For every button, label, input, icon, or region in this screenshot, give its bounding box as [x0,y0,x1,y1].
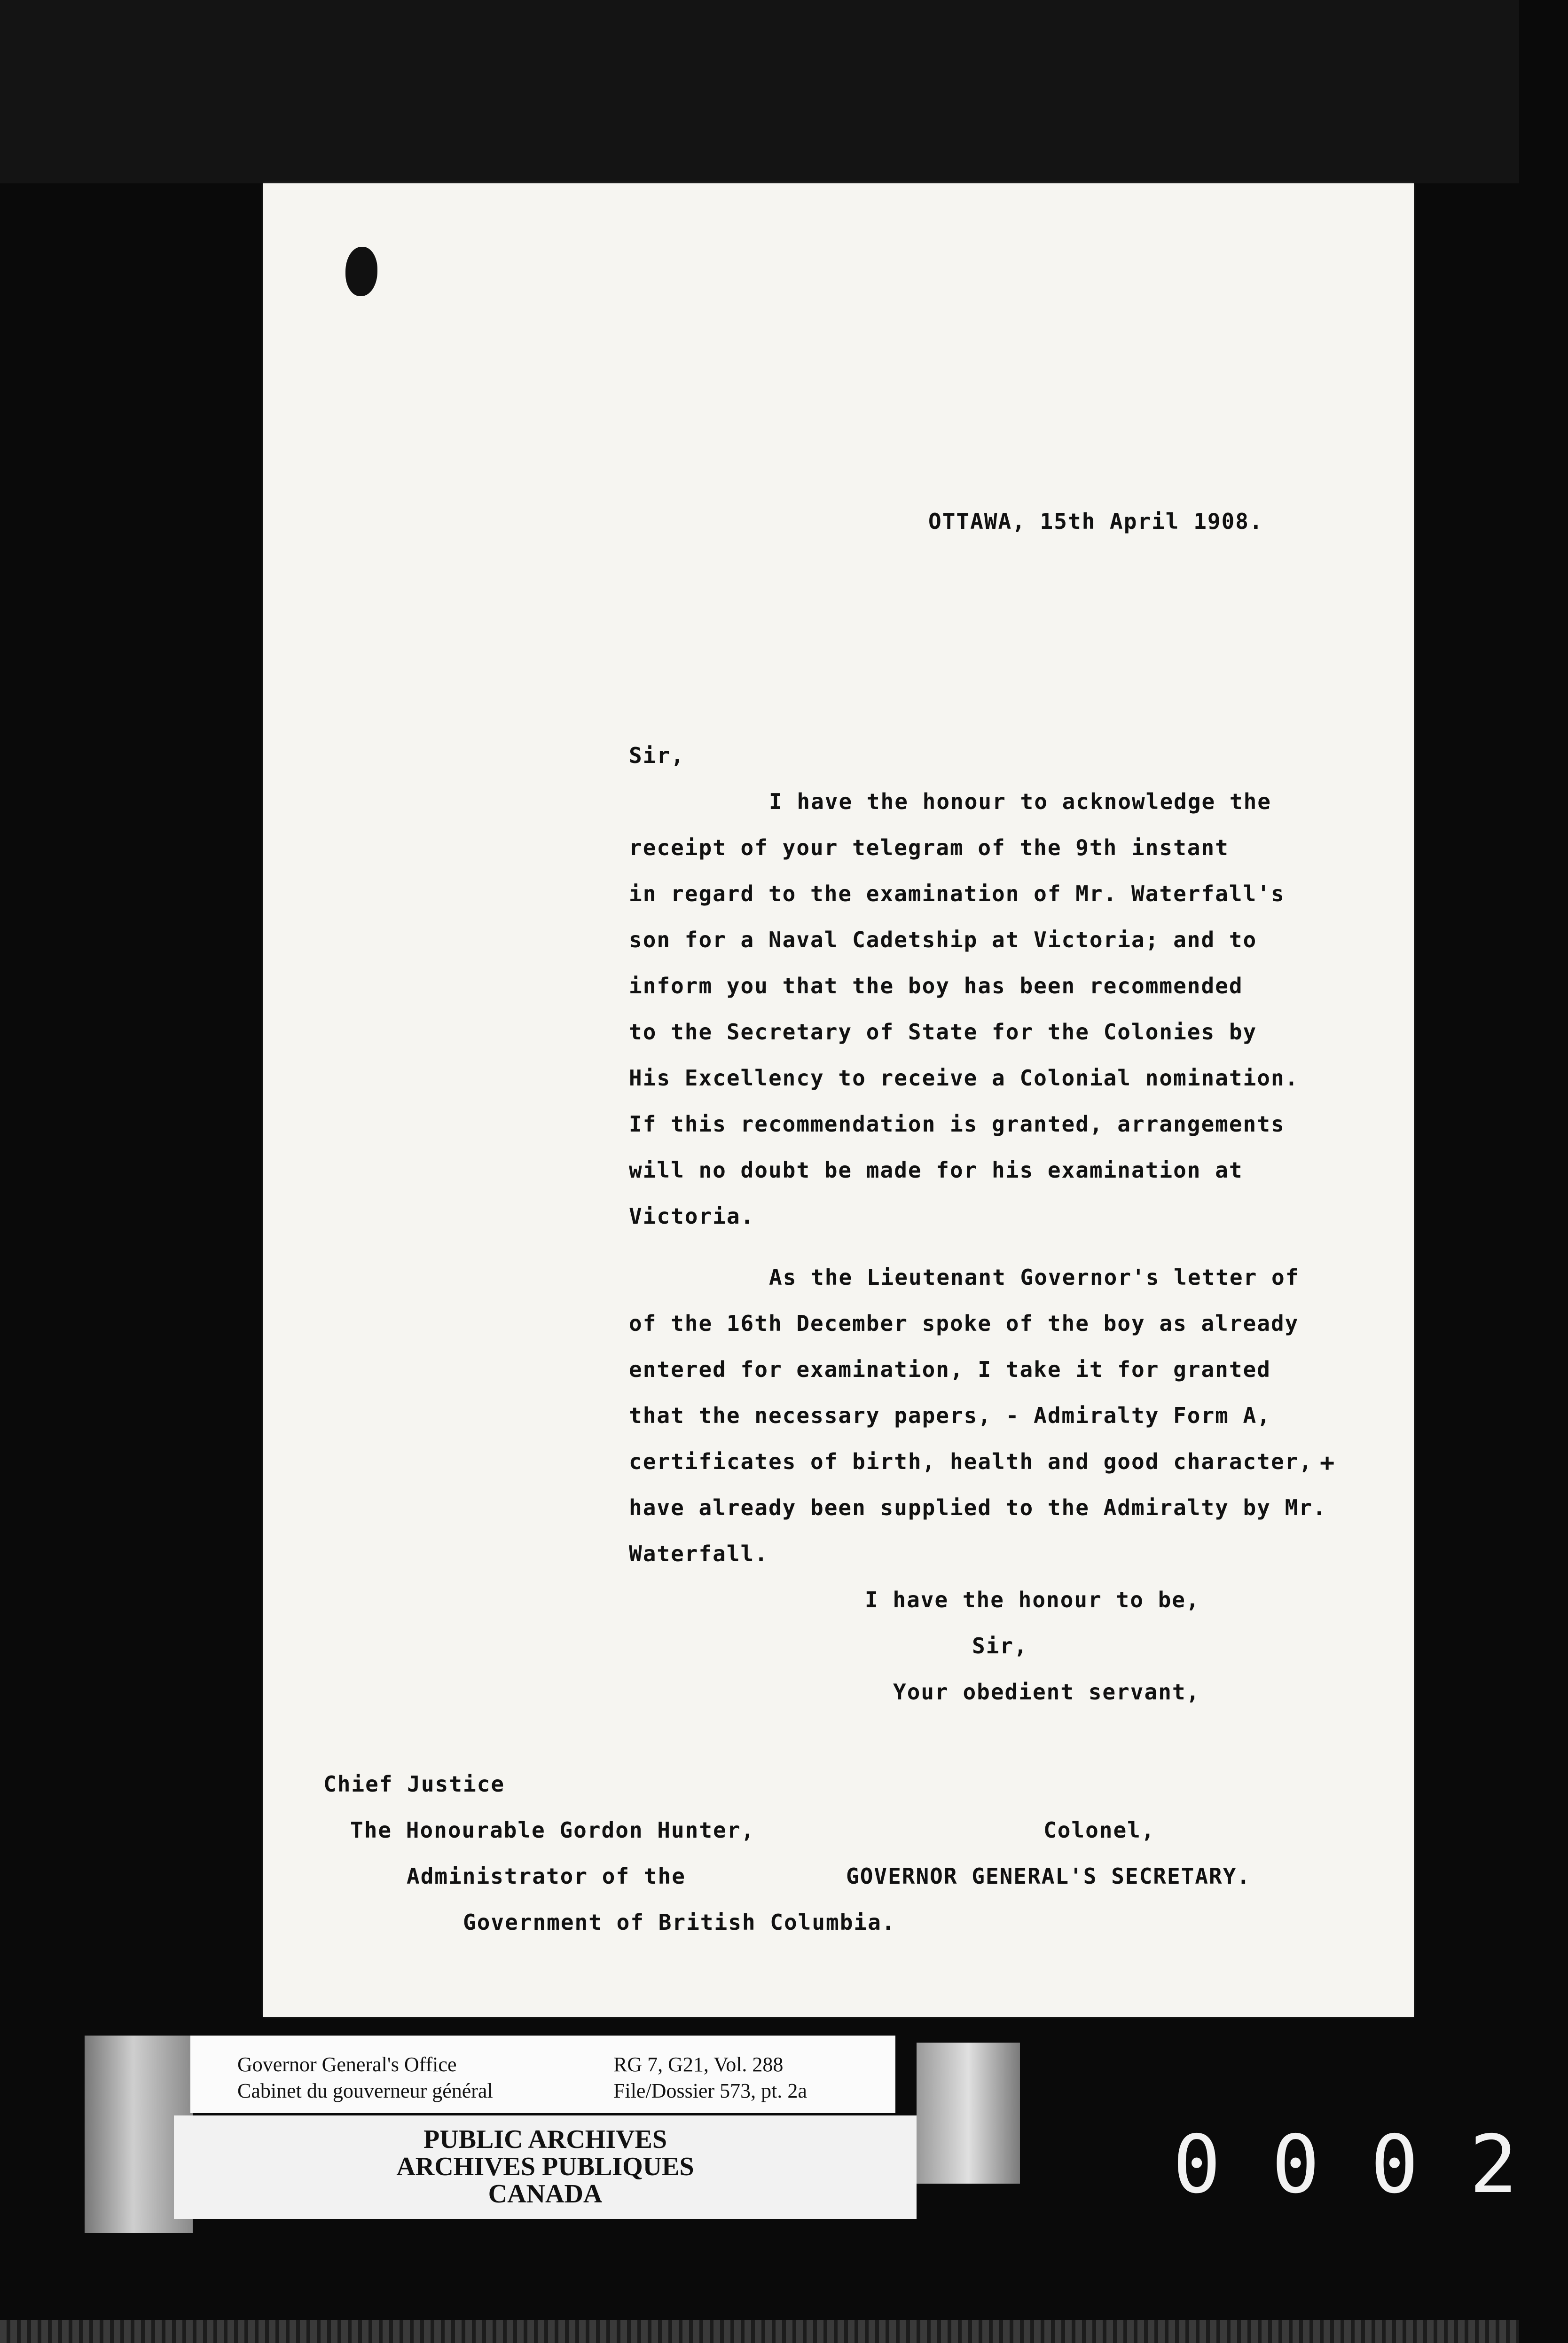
body-line: If this recommendation is granted, arrangements [629,1111,1285,1137]
addressee-line: Administrator of the [407,1863,686,1889]
body-line: will no doubt be made for his examination at [629,1157,1243,1183]
film-sprocket-edge [0,2320,1519,2343]
office-english: Governor General's Office [237,2053,457,2076]
body-line: that the necessary papers, - Admiralty Form A, [629,1403,1271,1428]
salutation: Sir, [629,743,685,768]
closing-line: Your obedient servant, [893,1679,1200,1705]
dateline: OTTAWA, 15th April 1908. [928,509,1263,534]
stamp-line: CANADA [488,2179,603,2209]
closing-line: Sir, [972,1633,1028,1659]
body-line: I have the honour to acknowledge the [769,789,1271,814]
signature-rank: Colonel, [1043,1817,1155,1843]
stamp-line: ARCHIVES PUBLIQUES [396,2152,694,2181]
signature-title: GOVERNOR GENERAL'S SECRETARY. [846,1863,1251,1889]
archive-reference-label [190,2036,895,2113]
film-leader-strip [917,2043,1020,2184]
addressee-line: Chief Justice [323,1771,505,1797]
punch-hole [345,247,377,296]
record-group: RG 7, G21, Vol. 288 [613,2053,784,2076]
body-line: receipt of your telegram of the 9th instant [629,835,1229,860]
addressee-line: The Honourable Gordon Hunter, [350,1817,755,1843]
stamp-line: PUBLIC ARCHIVES [423,2125,667,2154]
file-dossier: File/Dossier 573, pt. 2a [613,2079,807,2102]
body-line: of the 16th December spoke of the boy as already [629,1311,1299,1336]
archives-stamp [174,2115,917,2219]
body-line: inform you that the boy has been recommended [629,973,1243,999]
body-line: in regard to the examination of Mr. Waterfall's [629,881,1285,906]
body-line: His Excellency to receive a Colonial nomination. [629,1065,1299,1091]
margin-mark: + [1320,1449,1335,1477]
body-line: Waterfall. [629,1541,768,1566]
closing-line: I have the honour to be, [865,1587,1200,1612]
body-line: certificates of birth, health and good character, [629,1449,1313,1474]
office-french: Cabinet du gouverneur général [237,2079,493,2102]
body-line: entered for examination, I take it for granted [629,1357,1271,1382]
frame-number: 0002 [1173,2118,1568,2211]
body-line: son for a Naval Cadetship at Victoria; and to [629,927,1257,952]
film-edge-top [0,0,1519,183]
body-line: Victoria. [629,1203,755,1229]
body-line: to the Secretary of State for the Colonies by [629,1019,1257,1045]
body-line: have already been supplied to the Admiralty by Mr. [629,1495,1327,1520]
addressee-line: Government of British Columbia. [463,1910,896,1935]
body-line: As the Lieutenant Governor's letter of [769,1265,1300,1290]
letter-page [263,183,1414,2017]
